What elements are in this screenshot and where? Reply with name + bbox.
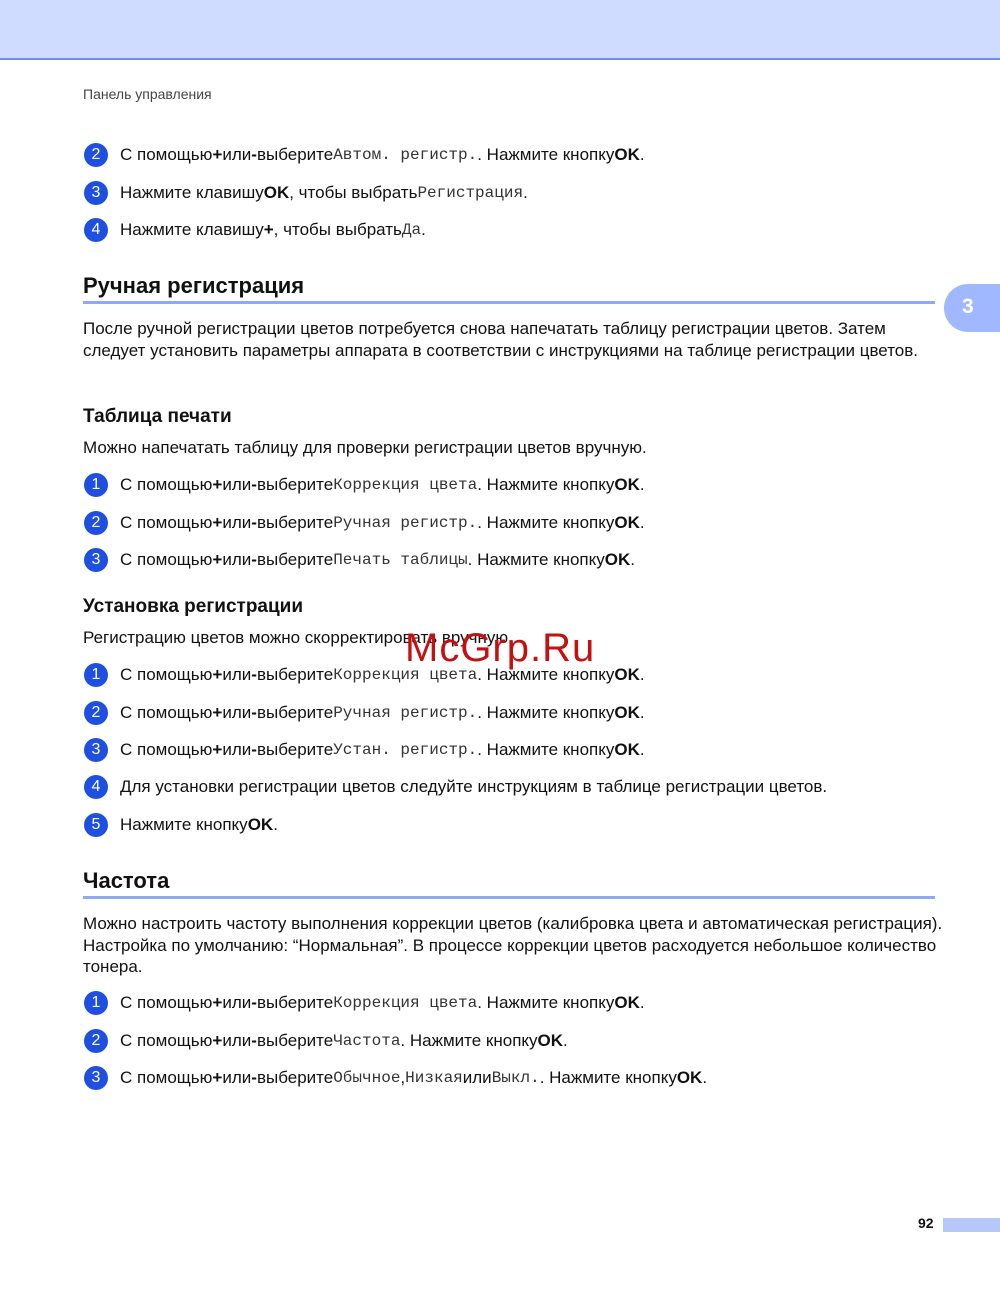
subsection-intro-print-chart: Можно напечатать таблицу для проверки регистрации цветов вручную. [83,438,647,457]
step-text: . Нажмите кнопку [477,703,615,722]
key-label: + [212,1031,223,1050]
chapter-tab [944,284,1000,332]
key-label: - [251,145,257,164]
step-text: выберите [256,740,334,759]
menu-option: Обычное [333,1069,401,1087]
step-text: . Нажмите кнопку [477,665,615,684]
menu-option: Печать таблицы [333,551,468,569]
key-label: + [212,550,223,569]
step-item [84,510,645,536]
step-item [84,1065,707,1091]
key-label: OK [247,815,274,834]
step-text: или [222,740,252,759]
section-rule [83,896,935,899]
key-label: + [212,665,223,684]
key-label: - [251,1031,257,1050]
section-rule [83,301,935,304]
section-title-frequency: Частота [83,868,170,893]
step-number: 2 [84,1029,108,1053]
step-text: С помощью [120,513,213,532]
step-text: или [222,993,252,1012]
step-text: С помощью [120,993,213,1012]
step-number: 4 [84,775,108,799]
key-label: OK [614,145,640,164]
key-label: OK [604,550,631,569]
key-label: OK [614,513,640,532]
step-text: . [639,740,645,759]
step-item [84,1028,568,1054]
step-text: или [222,513,252,532]
step-text: или [222,550,252,569]
step-number: 2 [84,143,108,167]
step-number: 2 [84,511,108,535]
step-item [84,812,278,838]
step-text: . [639,513,645,532]
step-item [84,217,426,243]
step-text: или [462,1068,492,1087]
top-band [0,0,1000,60]
step-number: 4 [84,218,108,242]
step-text: . [639,993,645,1012]
step-text: , чтобы выбрать [289,183,418,202]
step-text: , чтобы выбрать [273,220,402,239]
step-text: или [222,475,252,494]
key-label: - [251,740,257,759]
key-label: - [251,665,257,684]
menu-option: Ручная регистр. [333,704,478,722]
step-text: С помощью [120,1068,213,1087]
key-label: OK [614,703,640,722]
step-text: выберите [256,1068,334,1087]
step-text: . Нажмите кнопку [400,1031,538,1050]
step-text: . [523,183,528,202]
key-label: OK [614,993,640,1012]
step-text: . Нажмите кнопку [477,993,615,1012]
step-text: . Нажмите кнопку [539,1068,677,1087]
key-label: OK [614,475,640,494]
key-label: - [251,703,257,722]
step-item [84,990,645,1016]
step-item [84,472,645,498]
step-text: . [421,220,426,239]
step-number: 2 [84,701,108,725]
key-label: - [251,550,257,569]
subsection-title-set-registration: Установка регистрации [83,596,304,617]
key-label: OK [614,665,640,684]
step-number: 1 [84,473,108,497]
step-text: С помощью [120,1031,213,1050]
step-text: или [222,1031,252,1050]
step-text: . [639,145,645,164]
step-text: выберите [256,550,334,569]
menu-option: Коррекция цвета [333,666,478,684]
menu-option: Регистрация [417,184,524,202]
step-item [84,700,645,726]
section-title-manual: Ручная регистрация [83,273,305,298]
key-label: OK [676,1068,703,1087]
step-text: . [639,475,645,494]
step-text: или [222,1068,252,1087]
key-label: - [251,475,257,494]
step-text: . Нажмите кнопку [467,550,605,569]
step-text: , [400,1068,406,1087]
section-intro-manual: После ручной регистрации цветов потребуется снова напечатать таблицу регистрации цветов. Затем следует установить параметры аппарата в соответствии с инструкциями на таблице регистрации цветов. [83,319,919,360]
step-item [84,547,635,573]
step-item [84,142,645,168]
step-text: С помощью [120,740,213,759]
step-text: . [702,1068,708,1087]
key-label: OK [614,740,640,759]
menu-option: Коррекция цвета [333,994,478,1012]
step-text: выберите [256,513,334,532]
step-number: 3 [84,548,108,572]
step-text: Для установки регистрации цветов следуйте инструкциям в таблице регистрации цветов. [120,777,828,796]
step-number: 3 [84,1066,108,1090]
step-text: С помощью [120,145,213,164]
step-text: С помощью [120,703,213,722]
menu-option: Выкл. [491,1069,540,1087]
key-label: + [212,1068,223,1087]
step-text: . [630,550,635,569]
step-text: Нажмите кнопку [120,815,248,834]
step-text: Нажмите клавишу [120,220,264,239]
step-text: выберите [256,665,334,684]
page-number: 92 [918,1215,934,1231]
step-text: . [639,703,645,722]
menu-option: Низкая [405,1069,463,1087]
key-label: + [212,145,223,164]
key-label: OK [263,183,290,202]
step-text: С помощью [120,550,213,569]
menu-option: Устан. регистр. [333,741,478,759]
key-label: - [251,513,257,532]
chapter-number: 3 [962,295,974,318]
step-text: С помощью [120,665,213,684]
step-item [84,737,645,763]
step-number: 1 [84,663,108,687]
step-text: выберите [256,703,334,722]
menu-option: Частота [333,1032,401,1050]
subsection-intro-set-registration: Регистрацию цветов можно скорректировать вручную. [83,628,513,647]
step-item [84,774,827,800]
key-label: - [251,1068,257,1087]
menu-option: Ручная регистр. [333,514,478,532]
key-label: + [212,740,223,759]
step-text: . Нажмите кнопку [477,145,615,164]
watermark: McGrp.Ru [405,626,596,670]
step-text: Нажмите клавишу [120,183,264,202]
step-text: выберите [256,475,334,494]
step-text: . Нажмите кнопку [477,513,615,532]
running-header: Панель управления [83,86,212,102]
subsection-title-print-chart: Таблица печати [83,406,232,427]
step-number: 3 [84,738,108,762]
key-label: + [212,513,223,532]
step-text: выберите [256,1031,334,1050]
key-label: - [251,993,257,1012]
key-label: + [212,703,223,722]
step-text: выберите [256,145,334,164]
step-number: 5 [84,813,108,837]
key-label: + [212,993,223,1012]
key-label: OK [537,1031,564,1050]
step-text: или [222,703,252,722]
menu-option: Да [401,221,422,239]
step-text: выберите [256,993,334,1012]
step-text: . [563,1031,568,1050]
step-text: или [222,665,252,684]
page-bar [943,1218,1000,1232]
step-text: . Нажмите кнопку [477,740,615,759]
step-number: 1 [84,991,108,1015]
step-text: . [273,815,278,834]
menu-option: Автом. регистр. [333,146,478,164]
step-item [84,180,528,206]
step-number: 3 [84,181,108,205]
step-text: . Нажмите кнопку [477,475,615,494]
menu-option: Коррекция цвета [333,476,478,494]
section-intro-frequency: Можно настроить частоту выполнения коррекции цветов (калибровка цвета и автоматическая регистрация). Настройка по умолчанию: “Нормальная”. В процессе коррекции цветов расходуется небольшое количество тонера. [83,914,943,976]
step-text: С помощью [120,475,213,494]
key-label: + [263,220,274,239]
step-text: или [222,145,252,164]
step-text: . [639,665,645,684]
key-label: + [212,475,223,494]
